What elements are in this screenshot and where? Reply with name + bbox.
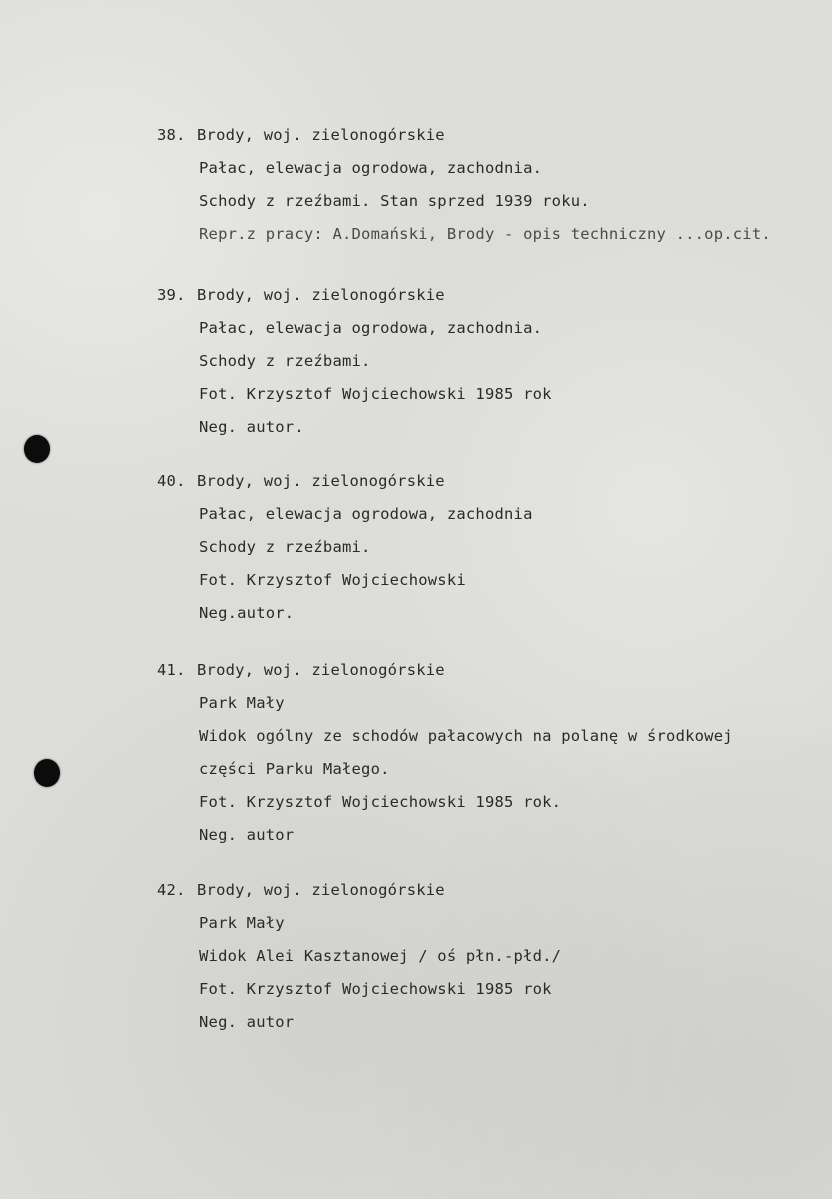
entry-40 — [157, 465, 533, 630]
entry-number: 40. — [157, 472, 186, 490]
entry-line: Fot. Krzysztof Wojciechowski 1985 rok. — [199, 793, 562, 811]
entry-line: Park Mały — [199, 694, 285, 712]
entry-heading — [157, 654, 733, 687]
entry-location: Brody, woj. zielonogórskie — [197, 472, 445, 490]
entry-line: Pałac, elewacja ogrodowa, zachodnia. — [199, 319, 543, 337]
entry-number: 41. — [157, 661, 186, 679]
entry-location: Brody, woj. zielonogórskie — [197, 661, 445, 679]
entry-line: Fot. Krzysztof Wojciechowski — [199, 571, 466, 589]
entry-line: Pałac, elewacja ogrodowa, zachodnia — [199, 505, 533, 523]
punch-hole — [34, 759, 60, 787]
entry-line: Schody z rzeźbami. Stan sprzed 1939 roku. — [199, 192, 590, 210]
entry-line: Park Mały — [199, 914, 285, 932]
entry-line: części Parku Małego. — [199, 760, 390, 778]
entry-location: Brody, woj. zielonogórskie — [197, 286, 445, 304]
entry-location: Brody, woj. zielonogórskie — [197, 881, 445, 899]
entry-line: Widok Alei Kasztanowej / oś płn.-płd./ — [199, 947, 562, 965]
entry-line: Widok ogólny ze schodów pałacowych na polanę w środkowej — [199, 727, 733, 745]
entry-line: Neg. autor — [199, 1013, 295, 1031]
entry-41 — [157, 654, 733, 852]
entry-location: Brody, woj. zielonogórskie — [197, 126, 445, 144]
entry-line: Schody z rzeźbami. — [199, 538, 371, 556]
entry-39 — [157, 279, 552, 444]
entry-42 — [157, 874, 561, 1039]
entry-heading — [157, 279, 552, 312]
entry-line: Pałac, elewacja ogrodowa, zachodnia. — [199, 159, 543, 177]
entry-line: Fot. Krzysztof Wojciechowski 1985 rok — [199, 385, 552, 403]
entry-line: Neg. autor — [199, 826, 295, 844]
entry-heading — [157, 119, 771, 152]
entry-line: Schody z rzeźbami. — [199, 352, 371, 370]
entry-38 — [157, 119, 771, 251]
entry-number: 39. — [157, 286, 186, 304]
entry-line: Repr.z pracy: A.Domański, Brody - opis techniczny ...op.cit. — [199, 225, 771, 243]
entry-number: 42. — [157, 881, 186, 899]
entry-heading — [157, 465, 533, 498]
entry-line: Neg. autor. — [199, 418, 304, 436]
entry-line: Fot. Krzysztof Wojciechowski 1985 rok — [199, 980, 552, 998]
entry-number: 38. — [157, 126, 186, 144]
entry-line: Neg.autor. — [199, 604, 295, 622]
punch-hole — [24, 435, 50, 463]
entry-heading — [157, 874, 561, 907]
